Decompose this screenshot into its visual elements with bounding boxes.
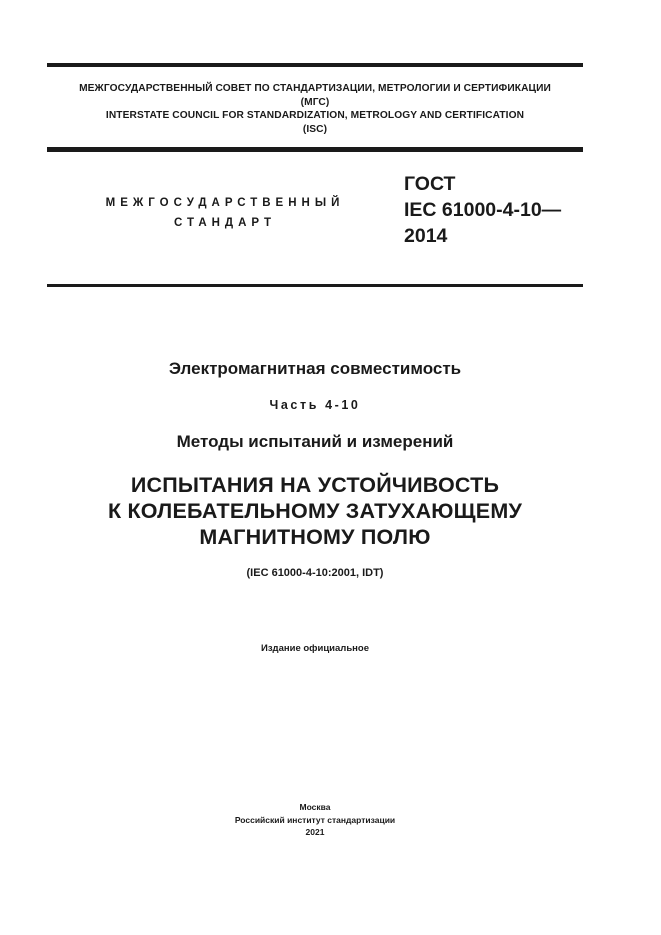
publisher-year: 2021 — [305, 827, 325, 837]
designation-line2: IEC 61000-4-10— — [404, 199, 562, 221]
top-divider — [47, 63, 583, 67]
council-name-en: INTERSTATE COUNCIL FOR STANDARDIZATION, METROLOGY AND CERTIFICATION — [105, 110, 525, 121]
standard-type-line2: СТАНДАРТ — [174, 217, 276, 229]
main-title — [47, 472, 583, 550]
general-title: Электромагнитная совместимость — [168, 359, 462, 378]
publisher-institute: Российский институт стандартизации — [234, 814, 396, 825]
designation-line1: ГОСТ — [404, 173, 456, 195]
publisher-block — [47, 801, 583, 839]
council-abbr-en: (ISC) — [302, 123, 328, 135]
designation-divider — [47, 284, 583, 287]
council-abbr-ru: (МГС) — [300, 96, 330, 108]
main-title-line: К КОЛЕБАТЕЛЬНОМУ ЗАТУХАЮЩЕМУ — [107, 499, 523, 523]
section-subtitle: Методы испытаний и измерений — [176, 432, 454, 451]
standard-type — [100, 193, 350, 233]
header-divider — [47, 147, 583, 152]
iec-reference: (IEC 61000-4-10:2001, IDT) — [246, 567, 384, 579]
main-title-line: ИСПЫТАНИЯ НА УСТОЙЧИВОСТЬ — [130, 473, 500, 497]
council-header — [47, 82, 583, 136]
part-number: Часть 4-10 — [269, 398, 361, 412]
main-title-line: МАГНИТНОМУ ПОЛЮ — [199, 525, 431, 549]
publisher-city: Москва — [299, 802, 331, 812]
council-name-ru: МЕЖГОСУДАРСТВЕННЫЙ СОВЕТ ПО СТАНДАРТИЗАЦИИ, МЕТРОЛОГИИ И СЕРТИФИКАЦИИ — [79, 83, 551, 94]
edition-label: Издание официальное — [261, 643, 369, 654]
designation-line3: 2014 — [404, 225, 448, 247]
standard-designation — [404, 171, 561, 249]
standard-type-line1: МЕЖГОСУДАРСТВЕННЫЙ — [105, 197, 345, 209]
